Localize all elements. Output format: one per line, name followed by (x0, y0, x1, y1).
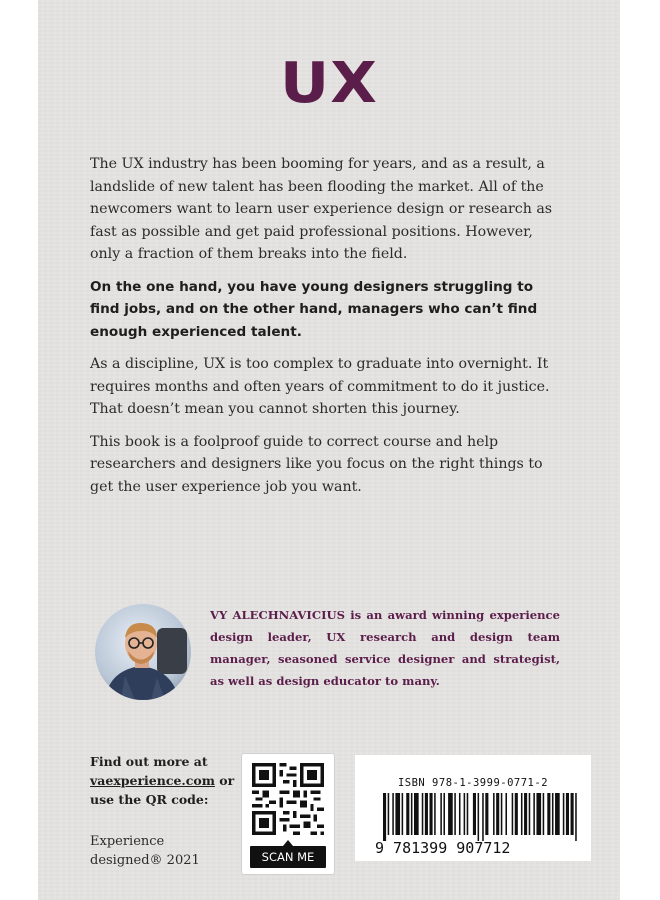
barcode-bar (575, 793, 577, 841)
find-more-line-2 (90, 771, 240, 790)
qr-code-card[interactable] (241, 753, 335, 875)
barcode-bar (392, 793, 394, 835)
barcode-bar (515, 793, 518, 835)
scan-me-label: SCAN ME (250, 846, 326, 868)
barcode-bar (414, 793, 419, 835)
barcode-bar (383, 793, 386, 841)
barcode-icon (355, 755, 591, 861)
barcode-bar (402, 793, 404, 835)
back-cover (38, 0, 620, 900)
barcode-bar (473, 793, 476, 835)
barcode-bar (478, 793, 480, 841)
barcode-bar (547, 793, 550, 835)
barcode-bar (440, 793, 442, 835)
barcode-bar (524, 793, 527, 835)
barcode-bar (430, 793, 433, 835)
barcode-bar (448, 793, 453, 835)
barcode-bar (434, 793, 436, 835)
barcode-bar (493, 793, 495, 835)
author-photo (95, 604, 191, 700)
blurb-paragraph-3: As a discipline, UX is too complex to graduate into overnight. It requires months and often years of commitment to do it justice. That doesn’t mean you cannot shorten this journey. (90, 356, 550, 417)
copyright-line-2: designed® 2021 (90, 853, 200, 868)
barcode-bar (501, 793, 503, 835)
barcode-bar (552, 793, 554, 835)
blurb-paragraph-1: The UX industry has been booming for years, and as a result, a landslide of new talent has been flooding the market. All of the newcomers want to learn user experience design or research as fast as possible and get paid professional positions. However, only a fraction of them breaks into the field. (90, 156, 553, 262)
find-more-line-3: use the QR code: (90, 792, 209, 807)
copyright-notice (90, 832, 240, 870)
barcode-bar (566, 793, 569, 835)
barcode-bar (512, 793, 514, 835)
barcode-bar (459, 793, 461, 835)
barcode-bar (521, 793, 523, 835)
barcode-bar (388, 793, 390, 835)
barcode-bar (543, 793, 545, 835)
barcode-bar (529, 793, 531, 835)
blurb-paragraph-2: On the one hand, you have young designers struggling to find jobs, and on the other hand, managers who can’t find enough experienced talent. (90, 278, 538, 340)
book-title: UX (280, 51, 378, 116)
barcode-bar (425, 793, 428, 835)
qr-code-icon (252, 763, 324, 835)
barcode-bar (533, 793, 535, 835)
website-link[interactable]: vaexperience.com (90, 773, 215, 788)
find-more-line-1: Find out more at (90, 754, 208, 769)
barcode-bar (464, 793, 466, 835)
barcode-bar (482, 793, 484, 841)
blurb-paragraph-4: This book is a foolproof guide to correct course and help researchers and designers like you focus on the right things to get the user experience job you want. (90, 433, 543, 495)
barcode-bar (496, 793, 499, 835)
barcode-bar (422, 793, 424, 835)
barcode-bar (505, 793, 507, 835)
barcode-bar (467, 793, 469, 835)
barcode-bar (395, 793, 400, 835)
barcode-bar (443, 793, 445, 835)
blurb (90, 153, 560, 508)
find-more-block (90, 752, 240, 809)
barcode-bar (406, 793, 409, 835)
find-more-or: or (214, 773, 235, 788)
author-bio: VY ALECHNAVICIUS is an award winning experience design leader, UX research and design team manager, seasoned service designer and strategist, as well as design educator to many. (210, 608, 560, 688)
isbn-number: ISBN 978-1-3999-0771-2 (397, 777, 549, 789)
barcode-bar (411, 793, 413, 835)
copyright-line-1: Experience (90, 834, 165, 849)
barcode-bar (485, 793, 488, 835)
isbn-barcode (355, 755, 591, 861)
barcode-bar (563, 793, 565, 835)
barcode-bar (555, 793, 560, 835)
barcode-digits: 9 781399 907712 (375, 839, 511, 857)
barcode-bar (454, 793, 456, 835)
barcode-bar (536, 793, 541, 835)
barcode-bar (571, 793, 574, 835)
